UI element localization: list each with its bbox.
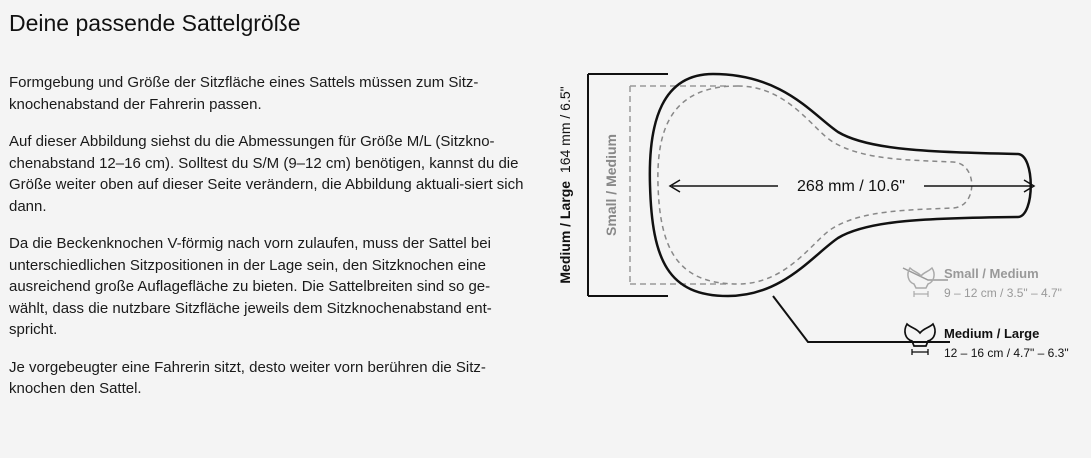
- legend-sm-name: Small / Medium: [944, 266, 1039, 281]
- inner-width-label: Small / Medium: [603, 134, 619, 236]
- paragraph-4: Je vorgebeugter eine Fahrerin sitzt, desto weiter vorn berühren die Sitz-knochen den Sattel.: [9, 358, 486, 397]
- legend-sm-range: 9 – 12 cm / 3.5" – 4.7": [944, 286, 1062, 300]
- width-label-size: Medium / Large: [557, 180, 573, 284]
- width-label-value: 164 mm / 6.5": [557, 86, 573, 174]
- paragraph-3: Da die Beckenknochen V-förmig nach vorn zulaufen, muss der Sattel bei unterschiedlichen Sitzpositionen in der Lage sein, den Sitzknochen eine ausreichend große Auflagefläche zu bieten. Die Sattelbreiten sind so ge-wählt, dass die nutzbare Sitzfläche jeweils dem Sitzknochenabstand ent-spricht.: [9, 235, 492, 338]
- width-label: [557, 86, 573, 283]
- saddle-diagram: [548, 60, 1091, 453]
- description-text: [9, 72, 529, 416]
- legend-ml-name: Medium / Large: [944, 326, 1040, 341]
- legend-ml-range: 12 – 16 cm / 4.7" – 6.3": [944, 346, 1069, 360]
- saddle-svg: [548, 60, 1091, 453]
- paragraph-1: Formgebung und Größe der Sitzfläche eines Sattels müssen zum Sitz-knochenabstand der Fahrerin passen.: [9, 74, 479, 113]
- ml-leader-line: [773, 296, 950, 342]
- length-label: 268 mm / 10.6": [797, 178, 905, 195]
- page-title: Deine passende Sattelgröße: [9, 10, 301, 36]
- pelvis-icon-large: [905, 324, 935, 355]
- paragraph-2: Auf dieser Abbildung siehst du die Abmessungen für Größe M/L (Sitzkno-chenabstand 12–16 cm). Solltest du S/M (9–12 cm) benötigen, kannst du die Größe weiter oben auf dieser Seite verändern, die Abbildung aktuali-siert sich dann.: [9, 133, 524, 215]
